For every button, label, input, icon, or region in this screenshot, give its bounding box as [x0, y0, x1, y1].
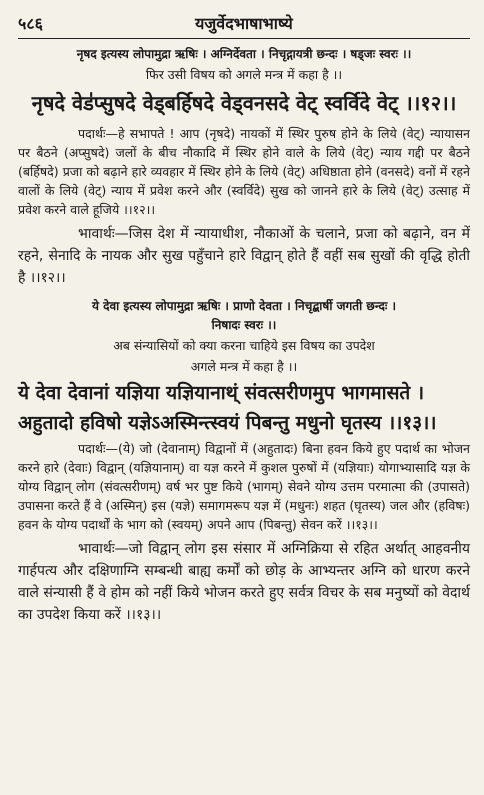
mantra-13-meta: ये देवा इत्यस्य लोपामुद्रा ऋषिः । प्राणो देवता । निचृद्बार्षी जगती छन्दः ।: [91, 299, 397, 313]
page-title: यजुर्वेदभाषाभाष्ये: [195, 14, 293, 33]
mantra-13-svara: निषादः स्वरः ।।: [211, 318, 277, 332]
mantra-12-meta: नृषद इत्यस्य लोपामुद्रा ऋषिः । अग्निर्देवता । निचृद्गायत्री छन्दः । षड्जः स्वरः ।।: [76, 47, 412, 61]
header-rule: [18, 38, 470, 39]
page-number: ५८६: [18, 14, 43, 33]
mantra-12-padartha: पदार्थः—हे सभापते ! आप (नृषदे) नायकों में स्थिर पुरुष होने के लिये (वेट्) न्यायासन पर बैठने (अप्सुषदे) जलों के बीच नौकादि में स्थिर होने वाले के लिये (वेट्) न्याय गद्दी पर बैठने (बर्हिषदे) प्रजा को बढ़ाने हारे व्यवहार में स्थिर होने के लिये (वेट्) अधिष्ठाता होने (वनसदे) वनों में रहने वालों के लिये (वेट्) न्याय में प्रवेश करने और (स्वर्विदे) सुख को जानने हारे के लिये (वेट्) उत्साह में प्रवेश करने वाले हूजिये ।।१२।।: [18, 126, 470, 217]
mantra-12-intro: फिर उसी विषय को अगले मन्त्र में कहा है ।।: [145, 67, 343, 82]
mantra-12-text: नृषदे वेड॑प्सुषदे वेड्बर्हिषदे वेड्वनसदे वेट् स्वर्विदे वेट् ।।१२।।: [31, 91, 457, 115]
mantra-12-bhavartha: भावार्थः—जिस देश में न्यायाधीश, नौकाओं के चलाने, प्रजा को बढ़ाने, वन में रहने, सेनादि के नायक और सुख पहुँचाने हारे विद्वान् होते हैं वहीं सब सुखों की वृद्धि होती है ।।१२।।: [18, 226, 470, 286]
page-header: [18, 12, 470, 34]
mantra-13-padartha: पदार्थः—(ये) जो (देवानाम्) विद्वानों में (अहुतादः) बिना हवन किये हुए पदार्थ का भोजन करने हारे (देवाः) विद्वान् (यज्ञियानाम्) वा यज्ञ करने में कुशल पुरुषों में (यज्ञियाः) योगाभ्यासादि यज्ञ के योग्य विद्वान् लोग (संवत्सरीणम्) वर्ष भर पुष्ट किये (भागम्) सेवने योग्य उत्तम परमात्मा की (उपासते) उपासना करते हैं वे (अस्मिन्) इस (यज्ञे) समागमरूप यज्ञ में (मधुनः) शहत (घृतस्य) जल और (हविषः) हवन के योग्य पदार्थों के भाग को (स्वयम्) अपने आप (पिबन्तु) सेवन करें ।।१३।।: [18, 441, 470, 532]
mantra-13-line-1: ये देवा देवानां यज्ञिया यज्ञियानाथ्ं संवत्सरीणमुप भागमासते ।: [18, 382, 425, 404]
mantra-13-bhavartha: भावार्थः—जो विद्वान् लोग इस संसार में अग्निक्रिया से रहित अर्थात् आहवनीय गार्हपत्य और दक्षिणाग्नि सम्बन्धी बाह्य कर्मों को छोड़ के आभ्यन्तर अग्नि को धारण करने वाले संन्यासी हैं वे होम को नहीं किये भोजन करते हुए सर्वत्र विचर के सब मनुष्यों को वेदार्थ का उपदेश किया करें ।।१३।।: [18, 541, 470, 623]
mantra-13-line-2: अहुतादो हविषो यज्ञेऽअस्मिन्त्स्वयं पिबन्तु मधुनो घृतस्य ।।१३।।: [18, 412, 437, 434]
mantra-13-intro-2: अगले मन्त्र में कहा है ।।: [190, 359, 298, 374]
mantra-13-intro-1: अब संन्यासियों को क्या करना चाहिये इस विषय का उपदेश: [113, 338, 375, 353]
